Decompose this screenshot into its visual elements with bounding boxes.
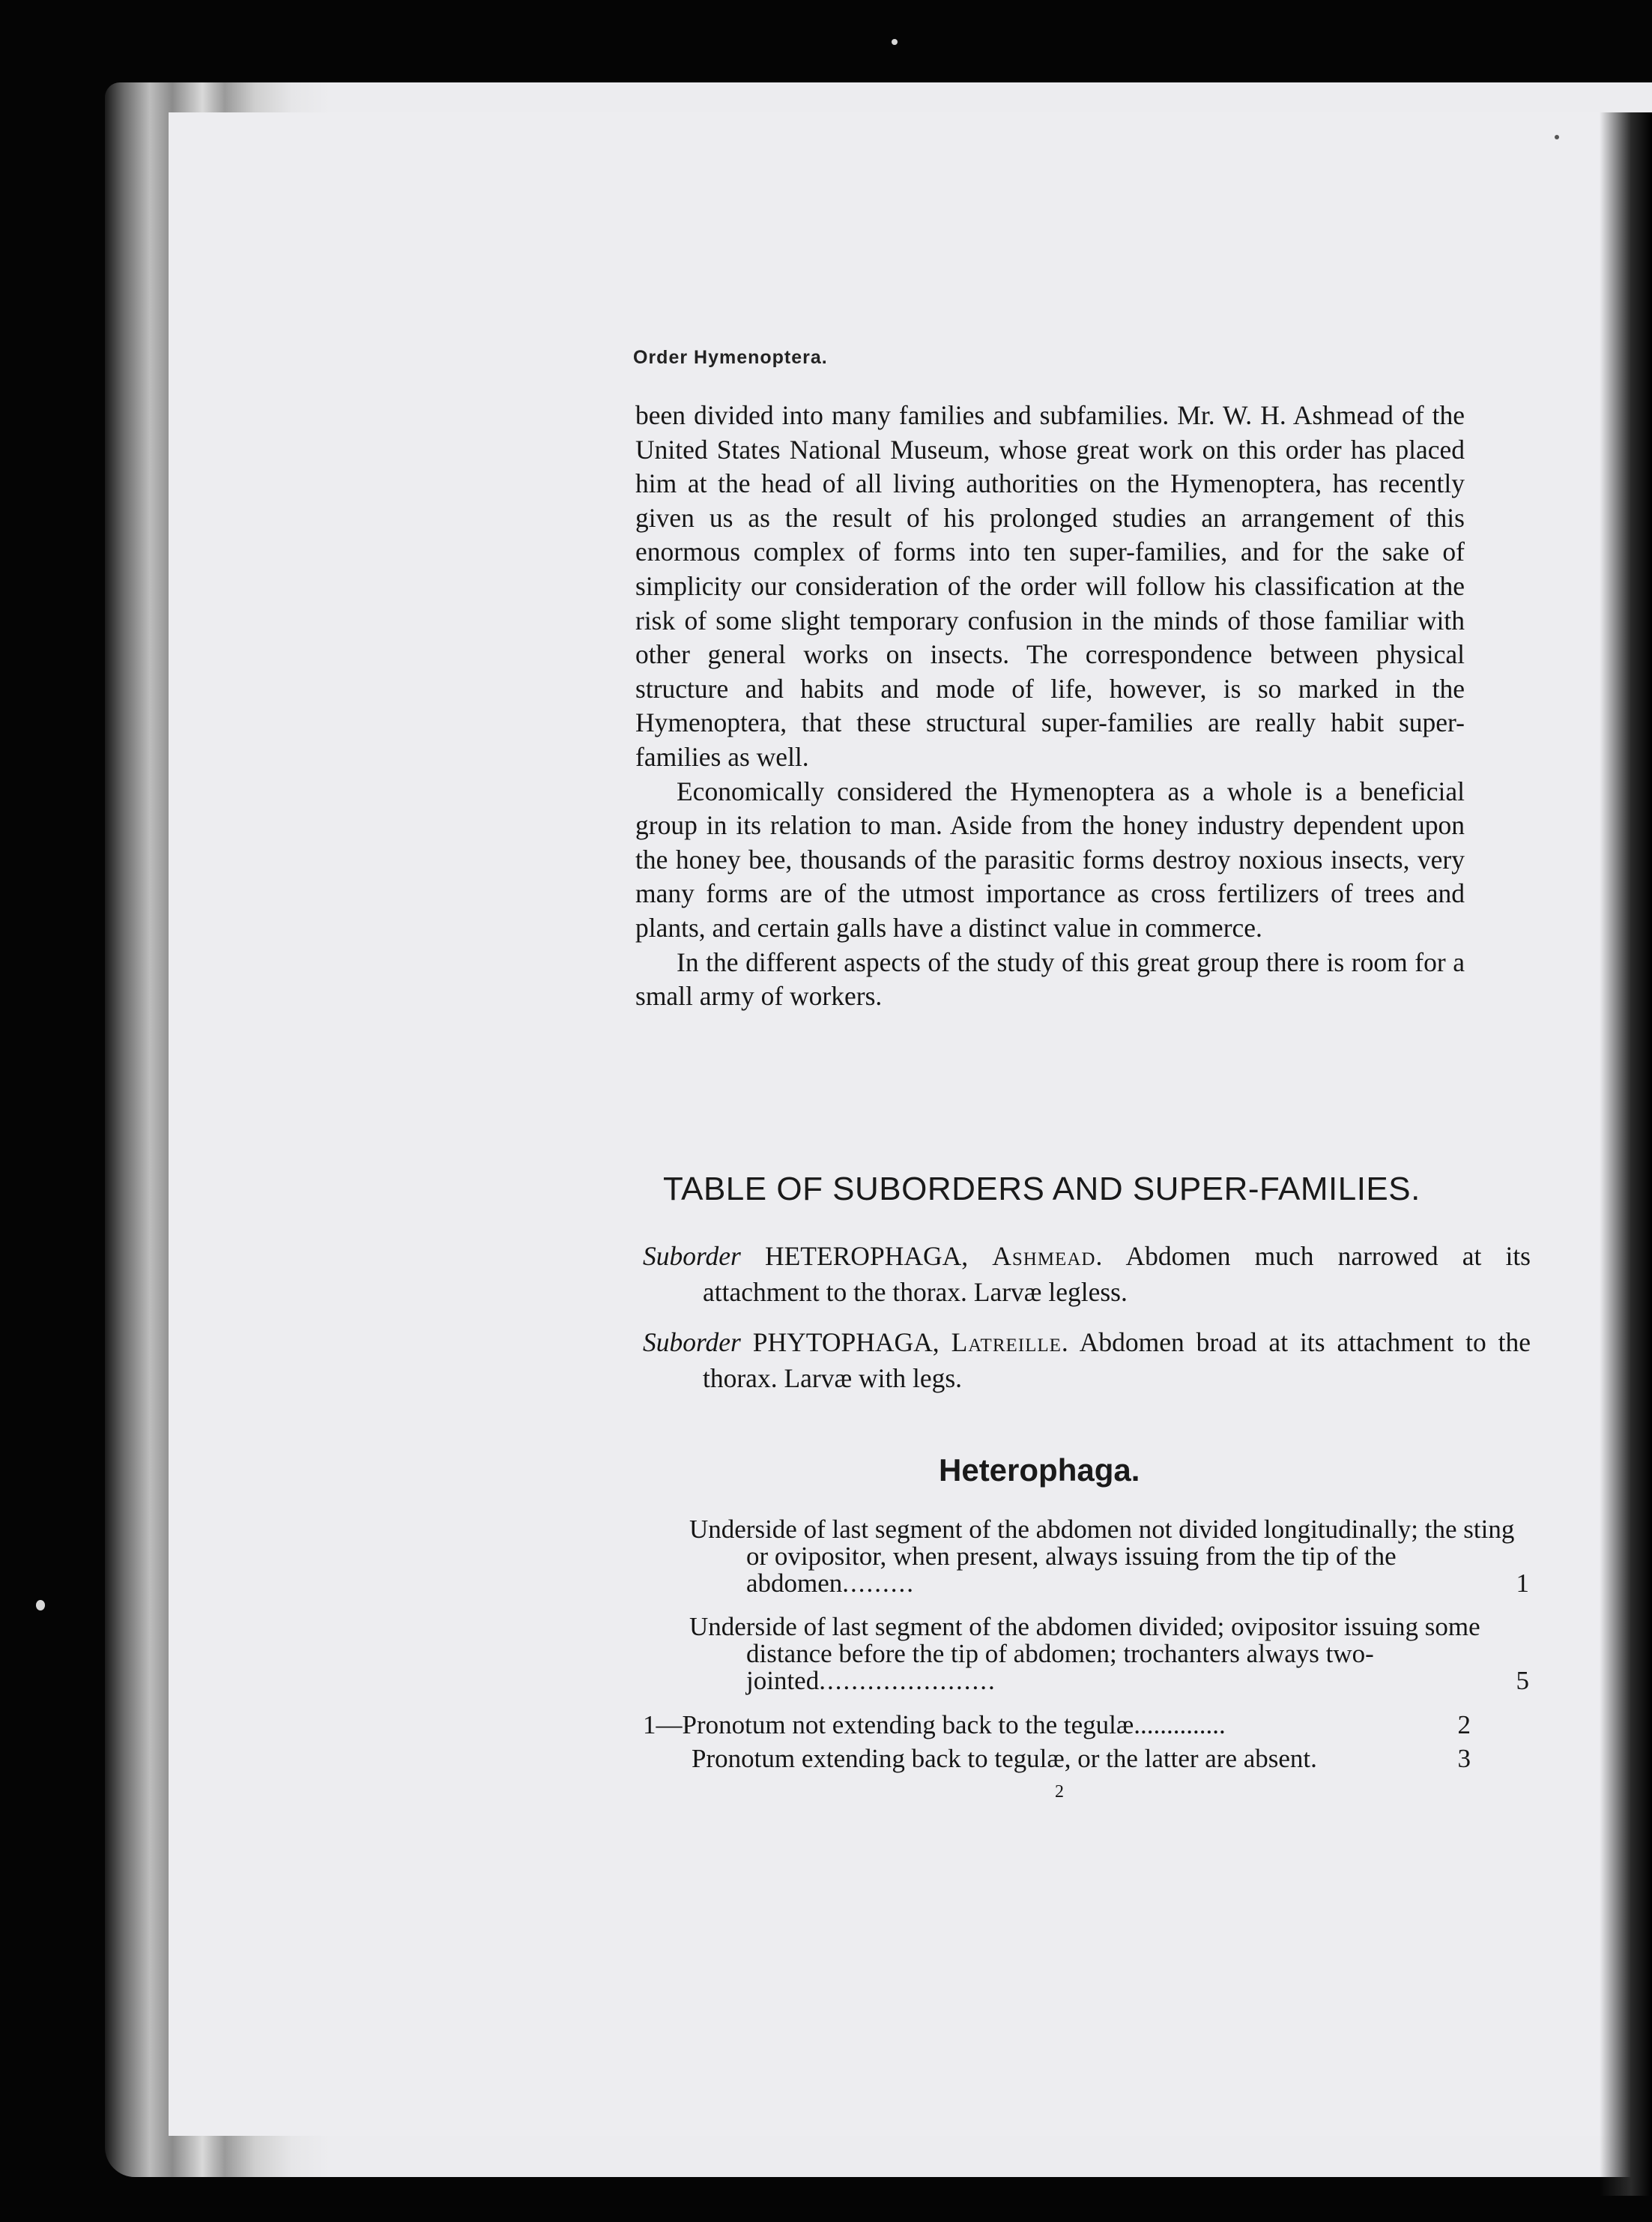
dot-leader: ......... (842, 1569, 916, 1598)
key-reference: 3 (1457, 1744, 1471, 1773)
dot-leader: .............. (1134, 1710, 1226, 1739)
scan-speck (36, 1600, 45, 1610)
page-shadow (1600, 112, 1652, 2196)
key-text: Underside of last segment of the abdomen divided; ovipositor issuing some distance before the tip of abdomen; trochanters always two-jointed (689, 1612, 1480, 1695)
suborder-author: Ashmead. (992, 1241, 1104, 1271)
paragraph: In the different aspects of the study of this great group there is room for a small army of workers. (635, 947, 1465, 1012)
paragraph: been divided into many families and subfamilies. Mr. W. H. Ashmead of the United States National Museum, whose great work on this order has placed him at the head of all living authorities on the Hymenoptera, has recently given us as the result of his prolonged studies an arrangement of this enormous complex of forms into ten super-families, and for the sake of simplicity our consideration of the order will follow his classification at the risk of some slight temporary confusion in the minds of those familiar with other general works on insects. The correspondence between physical structure and habits and mode of life, however, is so marked in the Hymenoptera, that these structural super-families are really habit super-families as well. (635, 400, 1465, 772)
suborder-label: Suborder (643, 1241, 741, 1271)
key-reference: 2 (1457, 1710, 1471, 1739)
suborder-entry (643, 1238, 1531, 1310)
suborder-author: Latreille. (951, 1327, 1069, 1357)
key-entry (689, 1516, 1529, 1597)
suborder-name: HETEROPHAGA, (764, 1241, 969, 1271)
paragraph: Economically considered the Hymenoptera as a whole is a beneficial group in its relation to man. Aside from the honey industry dependent upon the honey bee, thousands of the parasitic forms destroy noxious insects, very many forms are of the utmost importance as cross fertilizers of trees and plants, and certain galls have a distinct value in commerce. (635, 776, 1465, 943)
key-text: Pronotum extending back to tegulæ, or the latter are absent (692, 1744, 1311, 1773)
suborder-label: Suborder (643, 1327, 741, 1357)
running-header: Order Hymenoptera. (633, 347, 828, 368)
table-title: TABLE OF SUBORDERS AND SUPER-FAMILIES. (663, 1171, 1420, 1207)
scan-speck (892, 39, 898, 45)
key-line (643, 1710, 1471, 1740)
couplet-number: 1— (643, 1710, 683, 1739)
suborder-entry (643, 1324, 1531, 1396)
key-reference: 5 (1516, 1666, 1529, 1695)
key-text: Pronotum not extending back to the tegulæ (682, 1710, 1134, 1739)
body-text (635, 399, 1465, 1014)
scan-speck (1555, 135, 1559, 139)
key-text: Underside of last segment of the abdomen not divided longitudinally; the sting or ovipositor, when present, always issuing from the tip of the abdomen (689, 1515, 1515, 1598)
page-number: 2 (1055, 1782, 1064, 1802)
section-title: Heterophaga. (939, 1452, 1140, 1488)
suborder-name: PHYTOPHAGA, (752, 1327, 940, 1357)
dot-leader: ...................... (819, 1666, 996, 1695)
key-line (643, 1744, 1471, 1774)
suborder-description: Abdomen much narrowed at its attachment to the thorax. Larvæ legless. (703, 1241, 1531, 1307)
key-entry (689, 1613, 1529, 1694)
key-reference: 1 (1516, 1569, 1529, 1598)
dot-leader: . (1310, 1744, 1317, 1773)
suborder-description: Abdomen broad at its attachment to the thorax. Larvæ with legs. (703, 1327, 1531, 1393)
